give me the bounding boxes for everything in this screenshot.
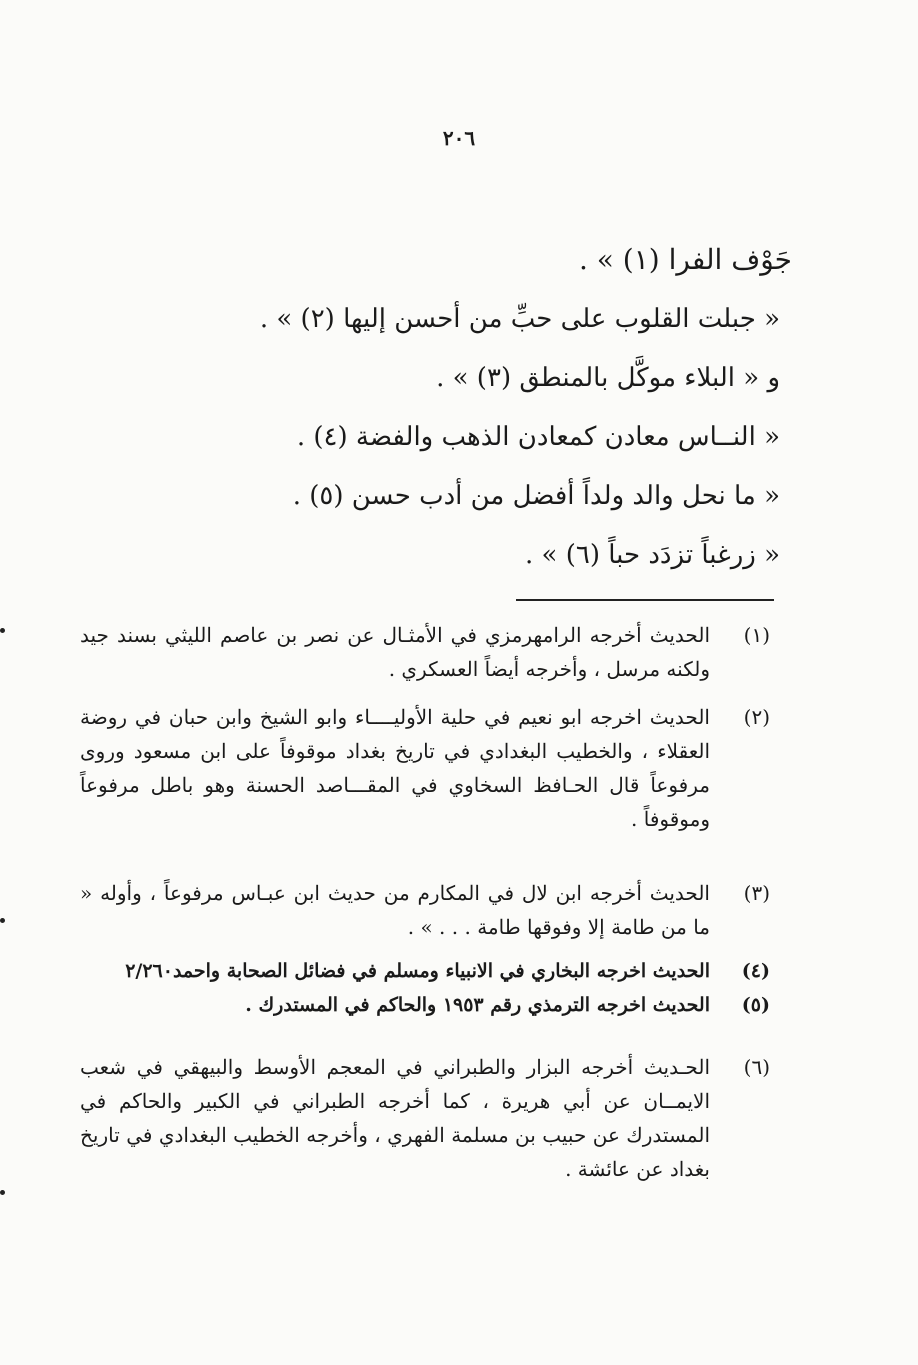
footnote-number: (٦) [743, 1055, 770, 1079]
footnote-text: الحديث اخرجه الترمذي رقم ١٩٥٣ والحاكم في المستدرك . [245, 994, 710, 1016]
footnote-number: (٥) [741, 994, 770, 1016]
scan-mark [0, 1190, 5, 1195]
scan-mark [0, 628, 5, 633]
page-number: ٢٠٦ [442, 126, 476, 150]
footnote-5 [80, 988, 770, 1022]
proverb-line-3: و « البلاء موكَّل بالمنطق (٣) » . [436, 363, 780, 393]
footnote-text: الحديث أخرجه الرامهرمزي في الأمثـال عن نصر بن عاصم الليثي بسند جيد ولكنه مرسل ، وأخرجه أيضاً العسكري . [80, 623, 710, 681]
footnote-number: (٤) [741, 960, 770, 982]
footnote-text: الحـديث أخرجه البزار والطبراني في المعجم الأوسط والبيهقي في شعب الايمــان عن أبي هريرة ، كما أخرجه الطبراني في الكبير والحاكم في المستدرك عن حبيب بن مسلمة الفهري ، وأخرجه الخطيب البغدادي في تاريخ بغداد عن عائشة . [80, 1055, 710, 1181]
proverb-line-6: « زرغباً تزدَد حباً (٦) » . [525, 540, 780, 570]
proverb-line-4: « النــاس معادن كمعادن الذهب والفضة (٤) . [296, 422, 780, 452]
footnote-divider [516, 599, 774, 601]
footnote-number: (١) [743, 623, 770, 647]
footnote-2 [80, 700, 770, 836]
footnote-1 [80, 618, 770, 686]
scan-mark [0, 918, 5, 923]
proverb-line-2: « جبلت القلوب على حبِّ من أحسن إليها (٢) » . [259, 304, 780, 334]
footnote-3 [80, 876, 770, 944]
footnote-number: (٣) [743, 881, 770, 905]
footnote-6 [80, 1050, 770, 1186]
footnote-text: الحديث أخرجه ابن لال في المكارم من حديث ابن عبـاس مرفوعاً ، وأوله « ما من طامة إلا وفوقها طامة . . . » . [80, 881, 710, 939]
footnote-4 [80, 954, 770, 988]
footnote-number: (٢) [743, 705, 770, 729]
proverb-line-5: « ما نحل والد ولداً أفضل من أدب حسن (٥) . [292, 481, 780, 511]
proverb-line-1: جَوْف الفرا (١) » . [578, 243, 792, 276]
footnote-text: الحديث اخرجه ابو نعيم في حلية الأوليــــاء وابو الشيخ وابن حبان في روضة العقلاء ، والخطيب البغدادي في تاريخ بغداد موقوفاً على ابن مسعود وروى مرفوعاً قال الحـافظ السخاوي في المقـــاصد الحسنة وهو باطل مرفوعاً وموقوفاً . [80, 705, 710, 831]
footnote-text: الحديث اخرجه البخاري في الانبياء ومسلم في فضائل الصحابة واحمد٢/٢٦٠ [125, 960, 710, 982]
